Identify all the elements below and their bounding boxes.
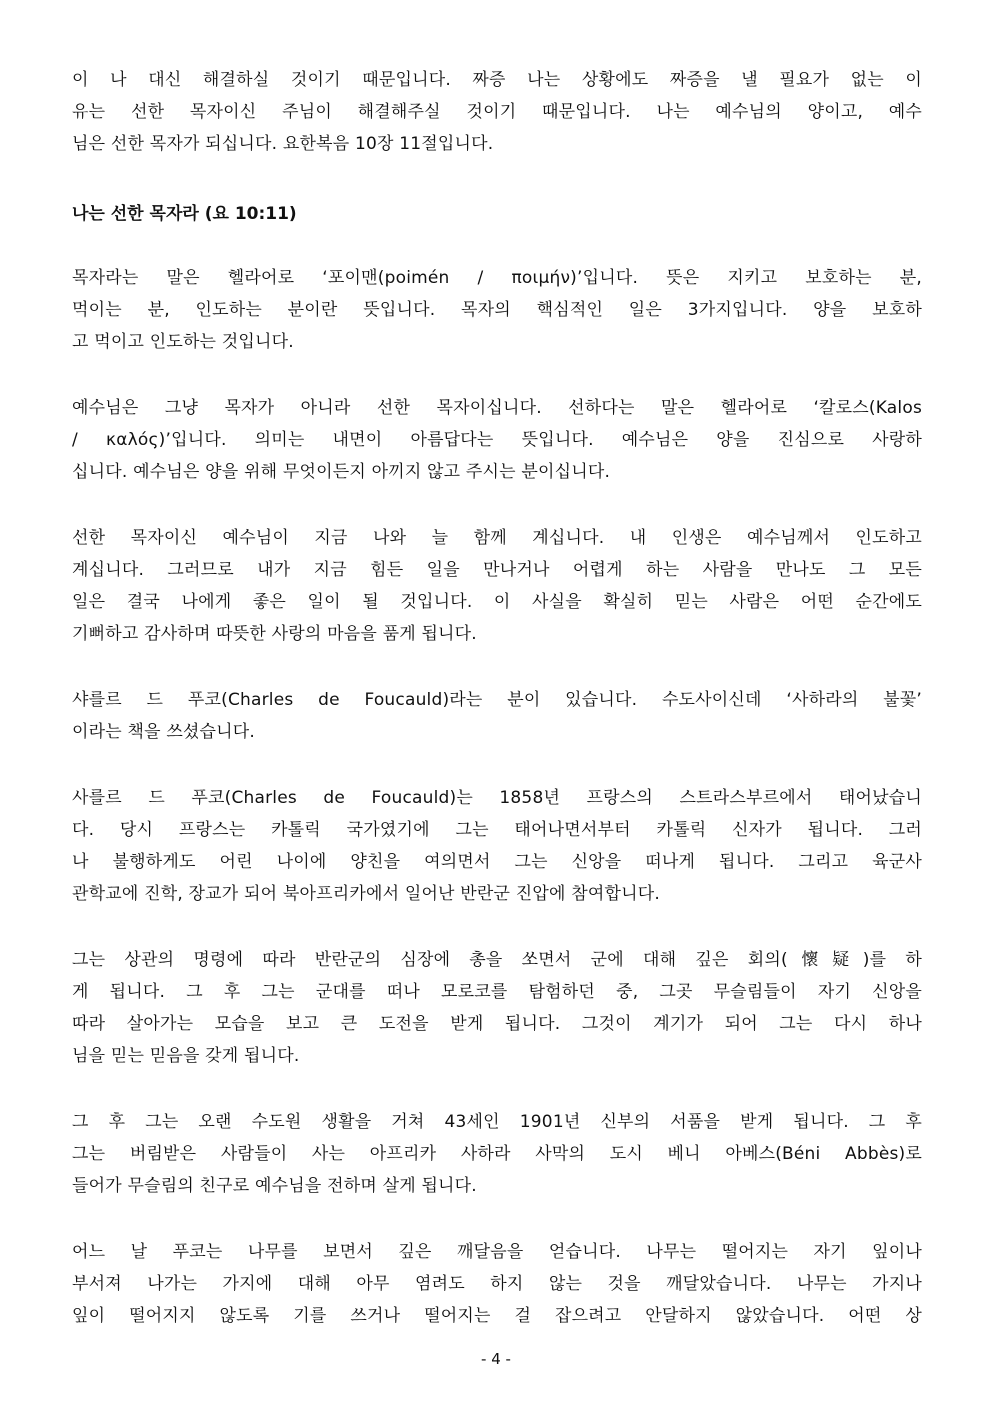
paragraph <box>72 944 922 1072</box>
paragraph-line: 어느 날 푸코는 나무를 보면서 깊은 깨달음을 얻습니다. 나무는 떨어지는 자기 잎이나 <box>72 1242 922 1262</box>
page-number: - 4 - <box>481 1350 511 1368</box>
paragraph-line: 고 먹이고 인도하는 것입니다. <box>72 332 294 352</box>
paragraph-line: 그는 상관의 명령에 따라 반란군의 심장에 총을 쏘면서 군에 대해 깊은 회의(懷疑)를 하 <box>72 950 922 970</box>
paragraph-line: / καλός)’입니다. 의미는 내면이 아름답다는 뜻입니다. 예수님은 양을 진심으로 사랑하 <box>72 430 922 450</box>
paragraph <box>72 1236 922 1332</box>
paragraph-line: 부서져 나가는 가지에 대해 아무 염려도 하지 않는 것을 깨달았습니다. 나무는 가지나 <box>72 1274 922 1294</box>
paragraph <box>72 392 922 488</box>
paragraph-line: 게 됩니다. 그 후 그는 군대를 떠나 모로코를 탐험하던 중, 그곳 무슬림들이 자기 신앙을 <box>72 982 922 1002</box>
paragraph-line: 일은 결국 나에게 좋은 일이 될 것입니다. 이 사실을 확실히 믿는 사람은 어떤 순간에도 <box>72 592 922 612</box>
paragraph-line: 먹이는 분, 인도하는 분이란 뜻입니다. 목자의 핵심적인 일은 3가지입니다. 양을 보호하 <box>72 300 922 320</box>
paragraph-line: 님은 선한 목자가 되십니다. 요한복음 10장 11절입니다. <box>72 134 494 154</box>
paragraph-line: 십니다. 예수님은 양을 위해 무엇이든지 아끼지 않고 주시는 분이십니다. <box>72 462 611 482</box>
paragraph-line: 샤를르 드 푸코(Charles de Foucauld)라는 분이 있습니다. 수도사이신데 ‘사하라의 불꽃’ <box>72 690 922 710</box>
paragraph-line: 선한 목자이신 예수님이 지금 나와 늘 함께 계십니다. 내 인생은 예수님께서 인도하고 <box>72 528 922 548</box>
paragraph-line: 관학교에 진학, 장교가 되어 북아프리카에서 일어난 반란군 진압에 참여합니다. <box>72 884 660 904</box>
paragraph <box>72 782 922 910</box>
paragraph-line: 이 나 대신 해결하실 것이기 때문입니다. 짜증 나는 상황에도 짜증을 낼 필요가 없는 이 <box>72 70 922 90</box>
paragraph-line: 목자라는 말은 헬라어로 ‘포이맨(poimén / ποιμήν)’입니다. 뜻은 지키고 보호하는 분, <box>72 268 922 288</box>
paragraph-line: 님을 믿는 믿음을 갖게 됩니다. <box>72 1046 300 1066</box>
paragraph <box>72 64 922 160</box>
paragraph-line: 다. 당시 프랑스는 카톨릭 국가였기에 그는 태어나면서부터 카톨릭 신자가 됩니다. 그러 <box>72 820 922 840</box>
paragraph <box>72 684 922 748</box>
paragraph-line: 나 불행하게도 어린 나이에 양친을 여의면서 그는 신앙을 떠나게 됩니다. 그리고 육군사 <box>72 852 922 872</box>
paragraph-line: 그는 버림받은 사람들이 사는 아프리카 사하라 사막의 도시 베니 아베스(Béni Abbès)로 <box>72 1144 922 1164</box>
paragraph-line: 들어가 무슬림의 친구로 예수님을 전하며 살게 됩니다. <box>72 1176 477 1196</box>
paragraph-line: 잎이 떨어지지 않도록 기를 쓰거나 떨어지는 걸 잡으려고 안달하지 않았습니다. 어떤 상 <box>72 1306 922 1326</box>
paragraph-line: 사를르 드 푸코(Charles de Foucauld)는 1858년 프랑스의 스트라스부르에서 태어났습니 <box>72 788 922 808</box>
paragraph <box>72 262 922 358</box>
paragraph-line: 이라는 책을 쓰셨습니다. <box>72 722 256 742</box>
paragraph <box>72 522 922 650</box>
paragraph-line: 예수님은 그냥 목자가 아니라 선한 목자이십니다. 선하다는 말은 헬라어로 ‘칼로스(Kalos <box>72 398 922 418</box>
paragraph-line: 그 후 그는 오랜 수도원 생활을 거쳐 43세인 1901년 신부의 서품을 받게 됩니다. 그 후 <box>72 1112 922 1132</box>
paragraph-line: 유는 선한 목자이신 주님이 해결해주실 것이기 때문입니다. 나는 예수님의 양이고, 예수 <box>72 102 922 122</box>
paragraph-line: 기뻐하고 감사하며 따뜻한 사랑의 마음을 품게 됩니다. <box>72 624 477 644</box>
paragraph <box>72 1106 922 1202</box>
paragraph-line: 따라 살아가는 모습을 보고 큰 도전을 받게 됩니다. 그것이 계기가 되어 그는 다시 하나 <box>72 1014 922 1034</box>
paragraph-line: 계십니다. 그러므로 내가 지금 힘든 일을 만나거나 어렵게 하는 사람을 만나도 그 모든 <box>72 560 922 580</box>
section-heading: 나는 선한 목자라 (요 10:11) <box>72 204 297 224</box>
